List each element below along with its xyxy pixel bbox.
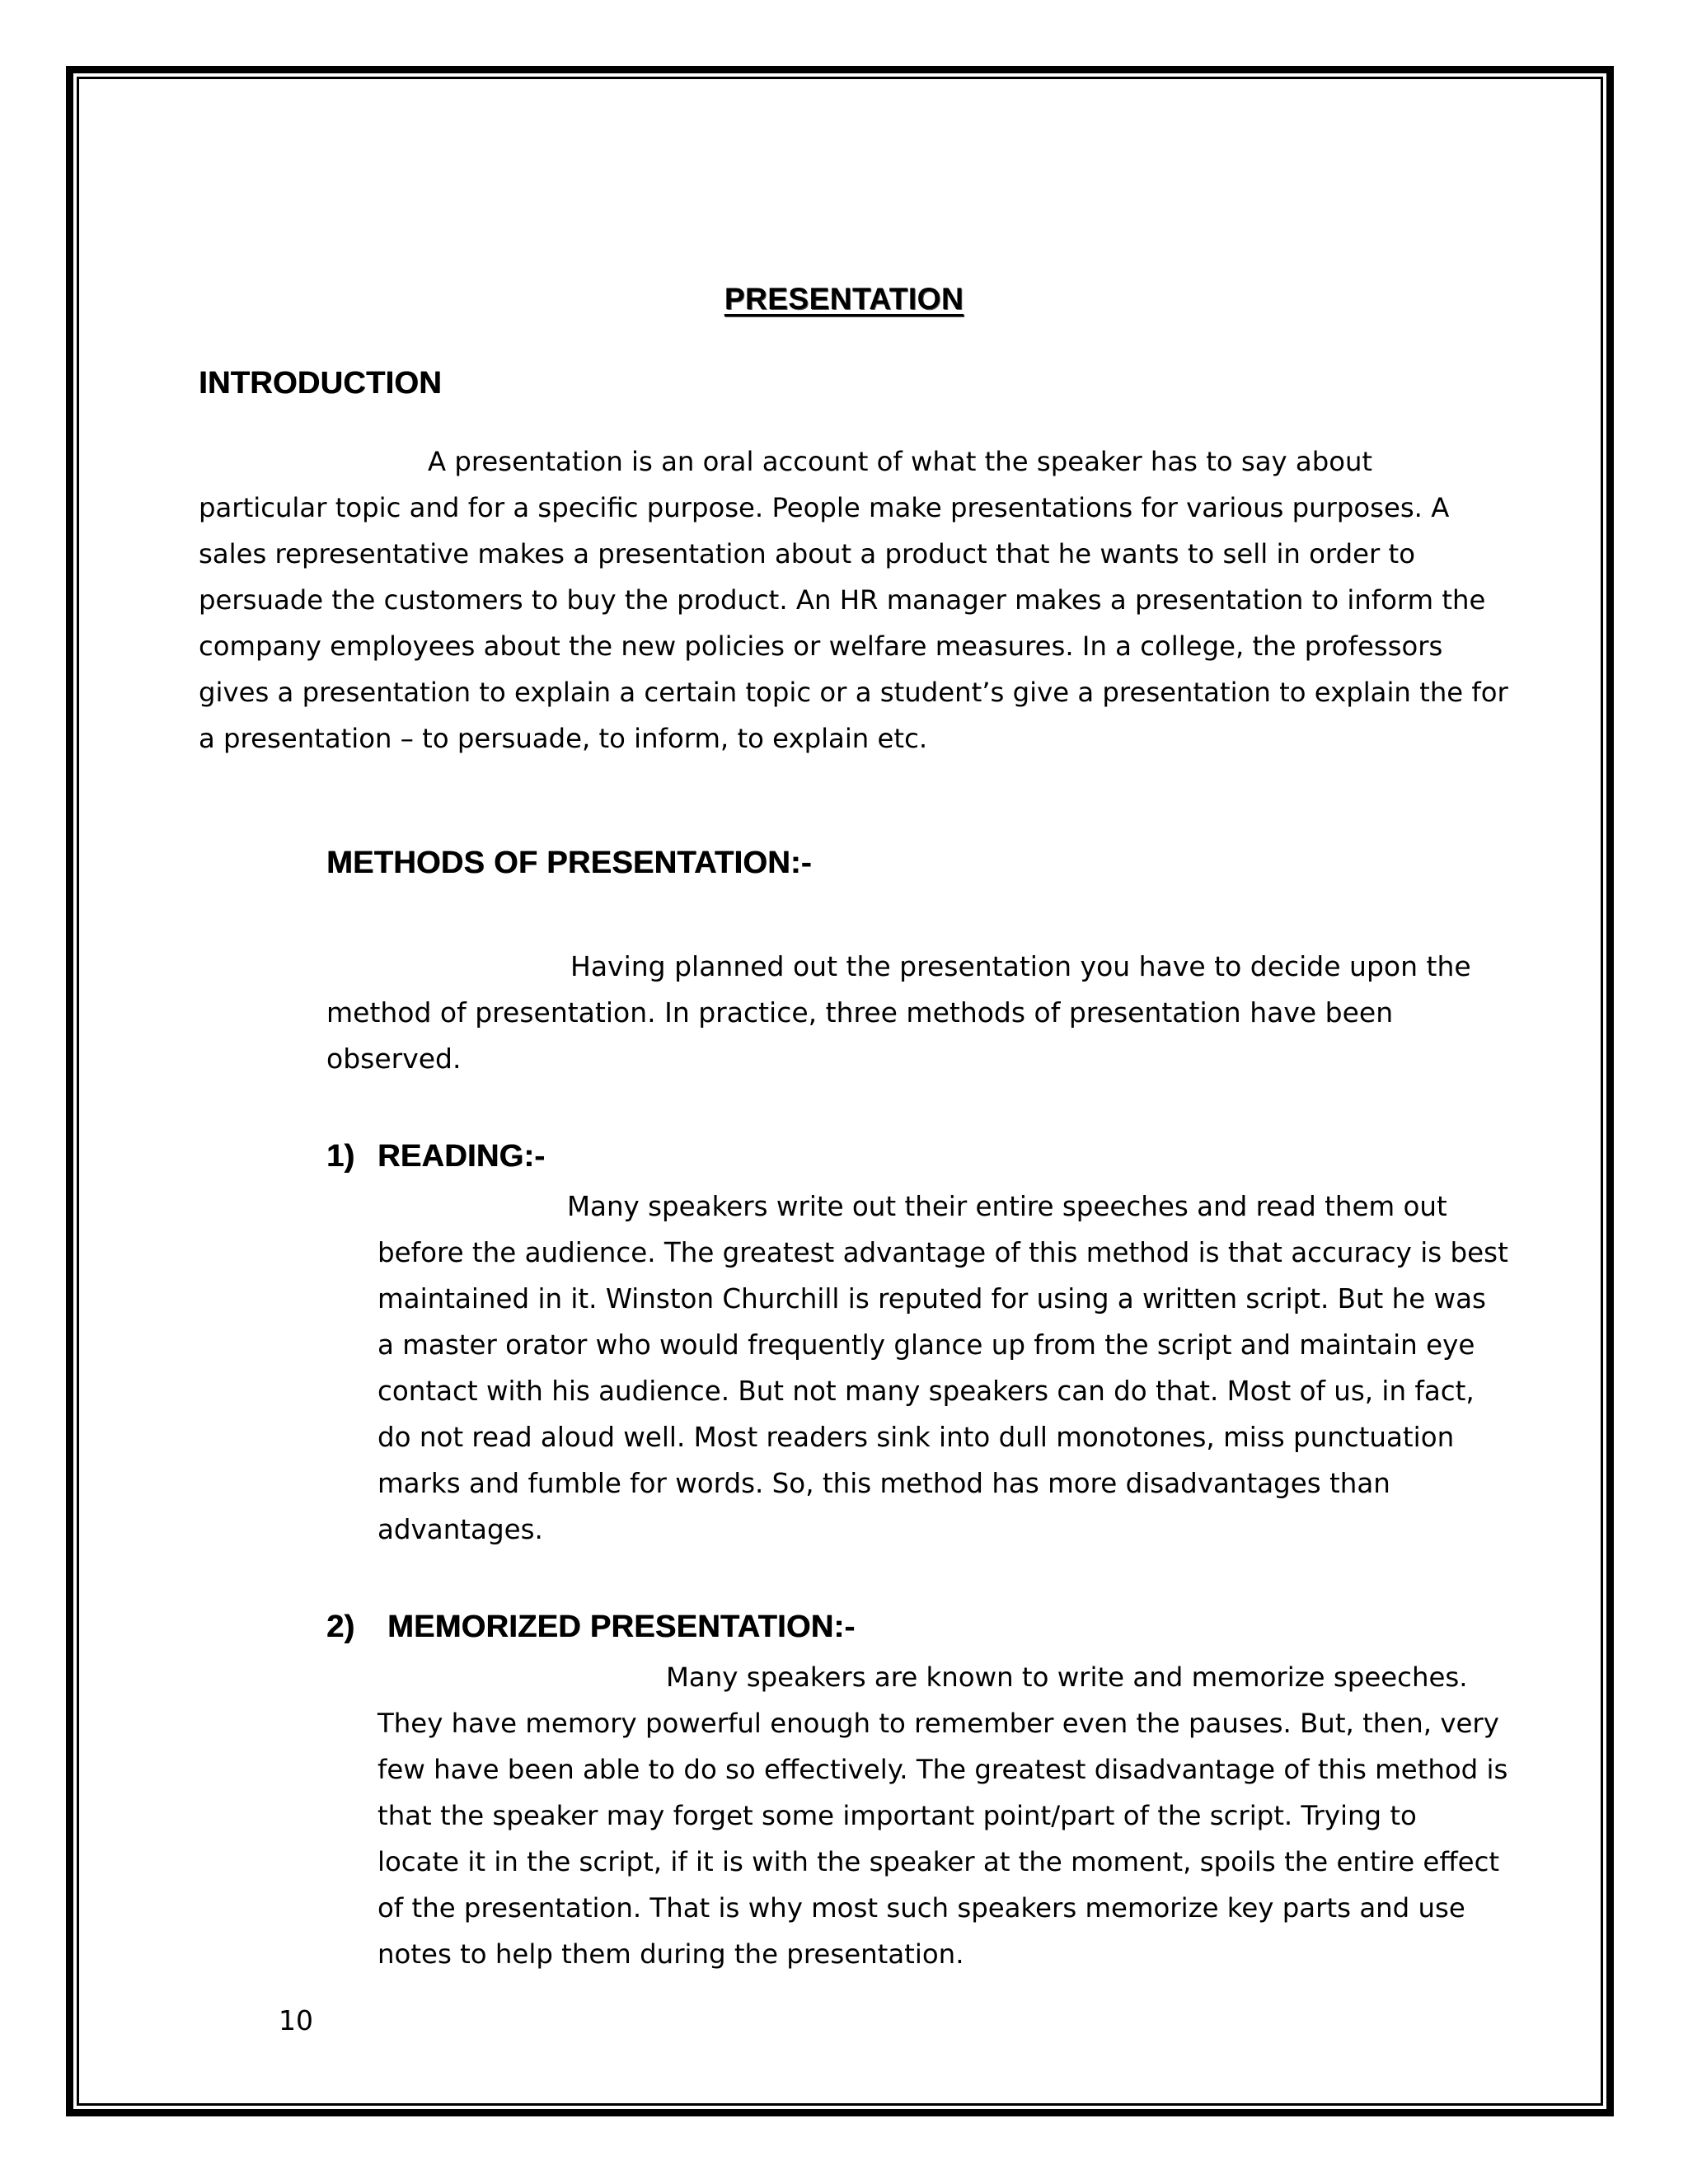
memorized-title: MEMORIZED PRESENTATION:- — [387, 1610, 856, 1644]
memorized-paragraph — [377, 1654, 1507, 1977]
introduction-line: sales representative makes a presentation about a product that he wants to sell in order to — [199, 538, 1415, 569]
memorized-heading — [326, 1610, 855, 1645]
introduction-line: persuade the customers to buy the product. An HR manager makes a presentation to inform the — [199, 584, 1486, 616]
methods-line: observed. — [326, 1043, 462, 1075]
memorized-number: 2) — [326, 1610, 355, 1644]
methods-line: method of presentation. In practice, three methods of presentation have been — [326, 996, 1394, 1029]
introduction-line: gives a presentation to explain a certain topic or a student’s give a presentation to explain the for — [199, 677, 1508, 708]
reading-line: marks and fumble for words. So, this method has more disadvantages than — [377, 1468, 1390, 1499]
reading-line: a master orator who would frequently glance up from the script and maintain eye — [377, 1329, 1475, 1361]
reading-line: do not read aloud well. Most readers sink into dull monotones, miss punctuation — [377, 1422, 1455, 1453]
memorized-line: notes to help them during the presentation. — [377, 1938, 964, 1970]
introduction-line: a presentation – to persuade, to inform, to explain etc. — [199, 723, 928, 754]
reading-heading — [326, 1139, 545, 1174]
reading-number: 1) — [326, 1139, 355, 1174]
memorized-line: few have been able to do so effectively. The greatest disadvantage of this method is — [377, 1754, 1508, 1785]
page-title: PRESENTATION — [724, 282, 964, 316]
memorized-line: of the presentation. That is why most such speakers memorize key parts and use — [377, 1892, 1465, 1924]
reading-line: before the audience. The greatest advantage of this method is that accuracy is best — [377, 1237, 1508, 1268]
introduction-line: A presentation is an oral account of what the speaker has to say about — [428, 446, 1373, 477]
reading-paragraph — [377, 1183, 1508, 1553]
memorized-line: that the speaker may forget some important point/part of the script. Trying to — [377, 1800, 1417, 1831]
introduction-heading: INTRODUCTION — [199, 366, 442, 401]
reading-line: advantages. — [377, 1514, 543, 1545]
methods-heading: METHODS OF PRESENTATION:- — [326, 846, 812, 880]
reading-line: contact with his audience. But not many speakers can do that. Most of us, in fact, — [377, 1376, 1475, 1407]
introduction-line: company employees about the new policies or welfare measures. In a college, the professors — [199, 630, 1443, 662]
methods-line: Having planned out the presentation you have to decide upon the — [570, 950, 1471, 982]
memorized-line: locate it in the script, if it is with the speaker at the moment, spoils the entire effect — [377, 1846, 1500, 1877]
memorized-line: Many speakers are known to write and memorize speeches. — [666, 1661, 1468, 1693]
reading-title: READING:- — [377, 1139, 546, 1174]
reading-line: Many speakers write out their entire speeches and read them out — [567, 1191, 1447, 1222]
introduction-paragraph — [199, 438, 1508, 762]
page-number: 10 — [279, 2004, 313, 2036]
reading-line: maintained in it. Winston Churchill is reputed for using a written script. But he was — [377, 1283, 1486, 1315]
memorized-line: They have memory powerful enough to remember even the pauses. But, then, very — [377, 1708, 1499, 1739]
introduction-line: particular topic and for a specific purpose. People make presentations for various purposes. A — [199, 492, 1450, 523]
methods-paragraph — [326, 944, 1471, 1082]
